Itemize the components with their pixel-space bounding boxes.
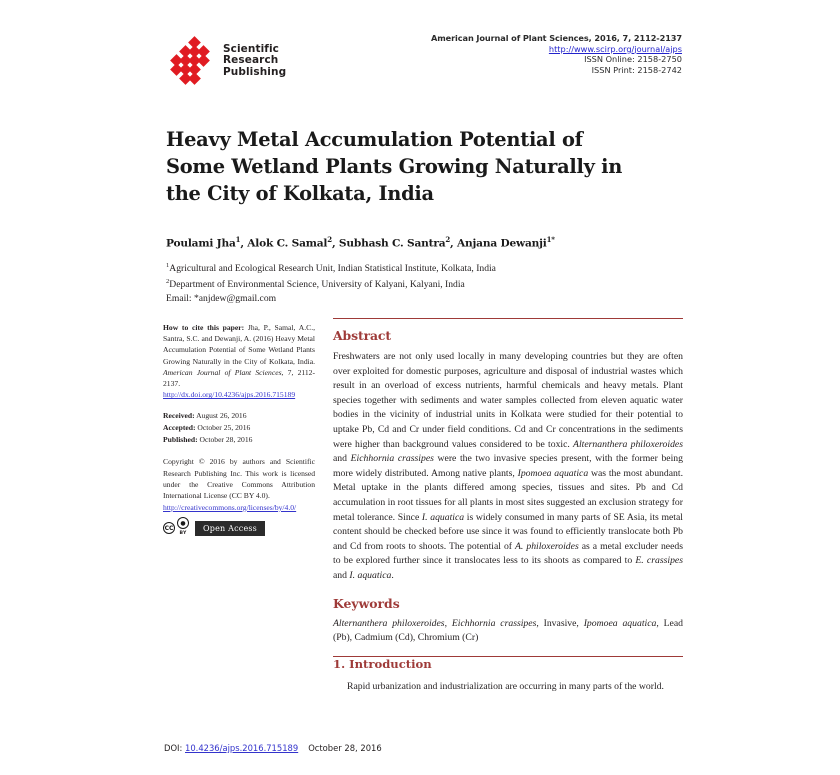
abstract-species-1: Alternanthera philoxeroides (573, 438, 683, 450)
contact-email: Email: *anjdew@gmail.com (166, 292, 277, 304)
journal-citation: American Journal of Plant Sciences, 2016, 7, 2112-2137 (431, 33, 682, 43)
abstract-species-2: Eichhornia crassipes (350, 453, 434, 465)
sidebar (163, 318, 315, 539)
cc-by-label: BY (179, 531, 187, 537)
copyright-text: Copyright © 2016 by authors and Scientific Research Publishing Inc. This work is licensed under the Creative Commons Attribution International License (CC BY 4.0). (163, 457, 315, 501)
journal-info (431, 33, 682, 75)
cc-circle-icon: CC (163, 522, 175, 534)
introduction-heading: 1. Introduction (333, 657, 432, 671)
introduction-section (333, 657, 683, 695)
accepted-date: October 25, 2016 (195, 423, 251, 433)
publisher-line-1: Scientific (223, 42, 279, 55)
keyword-2: Eichhornia crassipes (451, 617, 537, 629)
issn-online: ISSN Online: 2158-2750 (584, 54, 682, 64)
license-link[interactable]: http://creativecommons.org/licenses/by/4.0/ (163, 502, 297, 512)
doi-label: DOI: (164, 743, 185, 753)
abstract-p6: as a metal excluder needs to be explored further since it translocates less to its shoots as compared to (333, 540, 683, 567)
abstract-p3: were the two invasive species present, with the former being more widely distributed. Among native plants, (333, 453, 683, 479)
received-date: August 26, 2016 (194, 411, 247, 421)
abstract-p5: is widely consumed in many parts of SE Asia, its metal content should be checked before use since it was found to efficiently translocate both Pb and Cd from roots to shoots. The potential of (333, 511, 683, 552)
how-to-cite-volume: , 7, 2112-2137. (163, 367, 315, 389)
publisher-logo (172, 38, 286, 84)
abstract-block (333, 318, 683, 657)
published-row (163, 434, 315, 446)
issn-print: ISSN Print: 2158-2742 (591, 64, 682, 75)
publication-dates (163, 410, 315, 445)
publisher-line-2: Research (223, 54, 279, 67)
accepted-label: Accepted: (163, 423, 196, 433)
page-footer (164, 743, 682, 753)
abstract-p8: . (391, 569, 394, 581)
accepted-row (163, 422, 315, 434)
doi-link-sidebar[interactable]: http://dx.doi.org/10.4236/ajps.2016.715189 (163, 390, 296, 400)
introduction-text: Rapid urbanization and industrialization are occurring in many parts of the world. (347, 681, 664, 692)
received-row (163, 410, 315, 422)
abstract-species-4: I. aquatica (421, 511, 465, 523)
keywords-sep-2: , Invasive, (536, 617, 584, 629)
keywords-text (333, 617, 683, 646)
abstract-species-7: I. aquatica (349, 569, 392, 581)
affiliation-2: $^2$Department of Environmental Science, University of Kalyani, Kalyani, India (166, 277, 465, 290)
abstract-species-5: A. philoxeroides (515, 540, 579, 552)
keyword-3: Ipomoea aquatica (583, 617, 657, 629)
footer-date: October 28, 2016 (308, 743, 382, 753)
received-label: Received: (163, 411, 195, 421)
abstract-p4: was the most abundant. Metal uptake in the plants differed among species, tissues and sites. Pb and Cd accumulation in root tissues for all plants in most sites suggested an exclusion strategy for metal tolerance. Since (333, 467, 683, 523)
keywords-sep-1: , (444, 617, 452, 629)
abstract-p2: and (333, 453, 351, 465)
published-label: Published: (163, 434, 198, 444)
person-icon: ● (177, 517, 189, 529)
publisher-line-3: Publishing (223, 65, 287, 78)
page-title: Heavy Metal Accumulation Potential of Some Wetland Plants Growing Naturally in the City of Kolkata, India (166, 128, 623, 205)
license-row (163, 517, 315, 539)
affiliations (166, 260, 666, 305)
abstract-species-6: E. crassipes (635, 555, 683, 567)
author-list: Poulami Jha$^1$, Alok C. Samal$^2$, Subhash C. Santra$^2$, Anjana Dewanji$^{1*}$ (166, 235, 555, 250)
doi-link-footer[interactable]: 10.4236/ajps.2016.715189 (185, 743, 299, 753)
abstract-top-rule (333, 318, 683, 319)
open-access-button[interactable]: Open Access (195, 521, 265, 536)
paper-page (150, 0, 695, 775)
keywords-heading: Keywords (333, 595, 400, 611)
abstract-p7: and (333, 569, 350, 581)
keyword-1: Alternanthera philoxeroides (333, 617, 445, 629)
cc-logo-icon (163, 522, 175, 534)
how-to-cite-journal: American Journal of Plant Sciences (163, 367, 282, 377)
creative-commons-badge (163, 517, 189, 539)
masthead (164, 33, 682, 95)
how-to-cite-block (163, 322, 315, 400)
journal-url-link[interactable]: http://www.scirp.org/journal/ajps (548, 43, 682, 54)
copyright-block (163, 456, 315, 513)
abstract-text (333, 350, 683, 584)
publisher-name (223, 44, 286, 79)
published-date: October 28, 2016 (197, 434, 253, 444)
diamond-grid-icon (172, 38, 218, 84)
cc-by-icon (177, 517, 189, 539)
how-to-cite-text: Jha, P., Samal, A.C., Santra, S.C. and Dewanji, A. (2016) Heavy Metal Accumulation Potential of Some Wetland Plants Growing Naturally in the City of Kolkata, India. (163, 323, 315, 366)
keywords-sep-3: , Lead (Pb), Cadmium (Cd), Chromium (Cr) (333, 617, 683, 644)
abstract-species-3: Ipomoea aquatica (517, 467, 589, 479)
abstract-p1: Freshwaters are not only used locally in many developing countries but they are often over exploited for domestic purposes, agriculture and disposal of industrial wastes which result in an overload of excess nutrients, harmful chemicals and heavy metals. Plant species together with sediments and water samples collected from eleven aquatic water bodies in the vicinity of industrial units in Kolkata were studied for their potential to uptake Pb, Cd and Cr under field conditions. Cd and Cr concentrations in the sediments were higher than background values considered to be toxic. (333, 351, 683, 450)
affiliation-1: $^1$Agricultural and Ecological Research Unit, Indian Statistical Institute, Kolkata, India (166, 262, 496, 275)
how-to-cite-label: How to cite this paper: (163, 323, 245, 332)
abstract-heading: Abstract (333, 328, 392, 343)
